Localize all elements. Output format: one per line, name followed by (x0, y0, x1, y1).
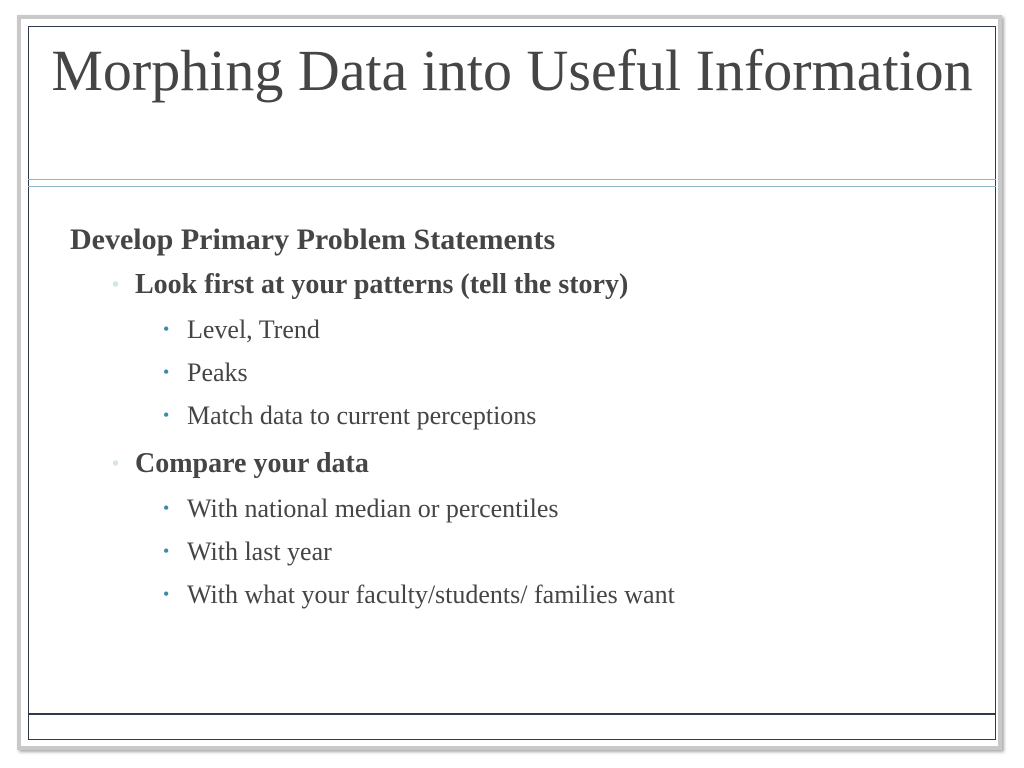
list-item-text: With national median or percentiles (187, 494, 559, 523)
list-item (70, 487, 970, 530)
list-item-text: Match data to current perceptions (187, 401, 537, 430)
list-item-text: With what your faculty/students/ families want (187, 580, 675, 609)
list-item-text: Peaks (187, 358, 248, 387)
bullet-dot-icon: • (163, 405, 170, 425)
section-patterns (70, 266, 970, 437)
title-divider-bottom (28, 186, 996, 187)
bullet-dot-icon: • (163, 584, 170, 604)
title-divider-top (28, 179, 996, 180)
section-label-text: Look first at your patterns (tell the story) (135, 269, 629, 300)
section-compare (70, 445, 970, 616)
section-label (70, 445, 970, 483)
slide-body (70, 220, 970, 624)
bullet-dot-icon: • (112, 453, 120, 475)
bullet-dot-icon: • (112, 274, 120, 296)
bullet-dot-icon: • (163, 498, 170, 518)
footer-divider (28, 713, 996, 715)
slide-title: Morphing Data into Useful Information (51, 38, 973, 103)
list-item (70, 530, 970, 573)
section-label (70, 266, 970, 304)
list-item (70, 351, 970, 394)
bullet-dot-icon: • (163, 319, 170, 339)
list-item (70, 308, 970, 351)
list-item (70, 394, 970, 437)
list-item-text: With last year (187, 537, 332, 566)
list-item-text: Level, Trend (187, 315, 320, 344)
bullet-dot-icon: • (163, 541, 170, 561)
body-heading: Develop Primary Problem Statements (70, 223, 556, 256)
list-item (70, 573, 970, 616)
bullet-dot-icon: • (163, 362, 170, 382)
section-label-text: Compare your data (135, 448, 369, 479)
